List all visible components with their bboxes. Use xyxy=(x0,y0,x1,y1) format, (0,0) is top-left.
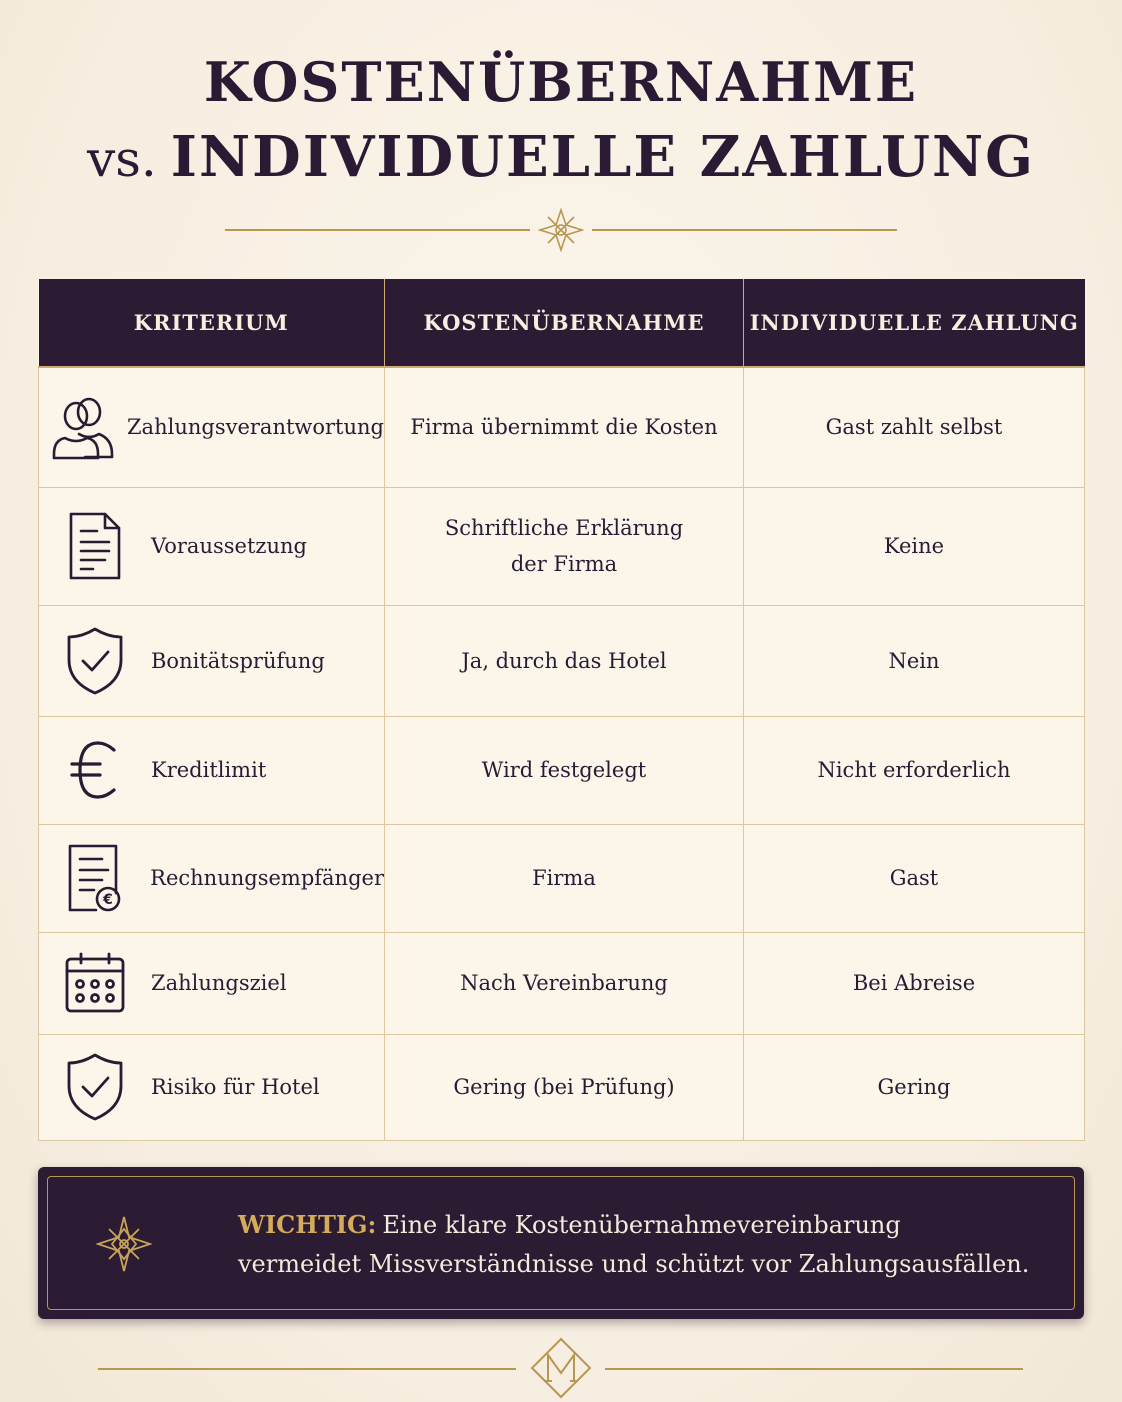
table-header-row xyxy=(39,279,1085,367)
table-row xyxy=(39,487,1085,605)
criterion-cell xyxy=(39,487,385,605)
kostenuebernahme-line1: Schriftliche Erklärung xyxy=(444,516,684,540)
title-vs: vs. xyxy=(86,130,157,188)
table-row xyxy=(39,1034,1085,1140)
table-row xyxy=(39,716,1085,824)
criterion-label: Rechnungsempfänger xyxy=(150,866,384,890)
kostenuebernahme-cell: Wird festgelegt xyxy=(385,716,744,824)
kostenuebernahme-cell: Ja, durch das Hotel xyxy=(385,605,744,716)
individuell-cell: Gast zahlt selbst xyxy=(744,367,1085,487)
kostenuebernahme-cell: Gering (bei Prüfung) xyxy=(385,1034,744,1140)
shield-check-icon xyxy=(66,1052,124,1122)
invoice-euro-icon xyxy=(66,843,124,913)
kostenuebernahme-cell: Nach Vereinbarung xyxy=(385,932,744,1034)
bottom-divider-left xyxy=(98,1368,516,1370)
criterion-cell xyxy=(39,605,385,716)
kostenuebernahme-cell: Firma xyxy=(385,824,744,932)
compass-star-icon xyxy=(96,1215,152,1273)
notice-label: WICHTIG: xyxy=(238,1210,377,1239)
users-icon xyxy=(51,394,115,460)
column-header-kostenuebernahme: KOSTENÜBERNAHME xyxy=(385,279,744,367)
column-header-individuelle-zahlung: INDIVIDUELLE ZAHLUNG xyxy=(744,279,1085,367)
kostenuebernahme-line2: der Firma xyxy=(510,552,618,576)
criterion-cell xyxy=(39,1034,385,1140)
euro-icon xyxy=(70,740,120,800)
individuell-cell: Gering xyxy=(744,1034,1085,1140)
notice-line1 xyxy=(238,1205,1058,1245)
star-ornament-icon xyxy=(538,208,584,252)
criterion-cell xyxy=(39,824,385,932)
individuell-cell: Gast xyxy=(744,824,1085,932)
comparison-table xyxy=(38,279,1085,1141)
kostenuebernahme-cell xyxy=(385,487,744,605)
notice-text-line2: vermeidet Missverständnisse und schützt vor Zahlungsausfällen. xyxy=(238,1250,1030,1278)
criterion-cell xyxy=(39,716,385,824)
title-line2-text: INDIVIDUELLE ZAHLUNG xyxy=(170,124,1035,190)
criterion-label: Risiko für Hotel xyxy=(151,1075,320,1099)
page-title-line2 xyxy=(0,124,1122,190)
top-divider-right xyxy=(592,229,897,231)
criterion-label: Bonitätsprüfung xyxy=(151,648,325,673)
criterion-label: Zahlungsverantwortung xyxy=(126,415,384,440)
shield-check-icon xyxy=(66,626,124,696)
notice-text xyxy=(238,1205,1058,1284)
individuell-cell: Nicht erforderlich xyxy=(744,716,1085,824)
notice-box xyxy=(38,1167,1084,1319)
table-row xyxy=(39,367,1085,487)
page-title-line1: KOSTENÜBERNAHME xyxy=(203,50,919,114)
table-row xyxy=(39,824,1085,932)
individuell-cell: Nein xyxy=(744,605,1085,716)
notice-text-line1: Eine klare Kostenübernahmevereinbarung xyxy=(382,1211,901,1239)
individuell-cell: Bei Abreise xyxy=(744,932,1085,1034)
criterion-label: Zahlungsziel xyxy=(151,971,287,995)
criterion-cell xyxy=(39,932,385,1034)
calendar-icon xyxy=(64,951,126,1015)
criterion-label: Kreditlimit xyxy=(151,758,267,782)
individuell-cell: Keine xyxy=(744,487,1085,605)
kostenuebernahme-cell: Firma übernimmt die Kosten xyxy=(385,367,744,487)
criterion-label: Voraussetzung xyxy=(151,534,307,558)
table-row xyxy=(39,932,1085,1034)
column-header-kriterium: KRITERIUM xyxy=(39,279,385,367)
table-row xyxy=(39,605,1085,716)
bottom-divider-right xyxy=(605,1368,1023,1370)
top-divider-left xyxy=(225,229,530,231)
criterion-cell xyxy=(39,367,385,487)
monogram-icon xyxy=(528,1337,594,1399)
document-icon xyxy=(67,511,123,581)
svg-text:€: € xyxy=(102,892,113,908)
